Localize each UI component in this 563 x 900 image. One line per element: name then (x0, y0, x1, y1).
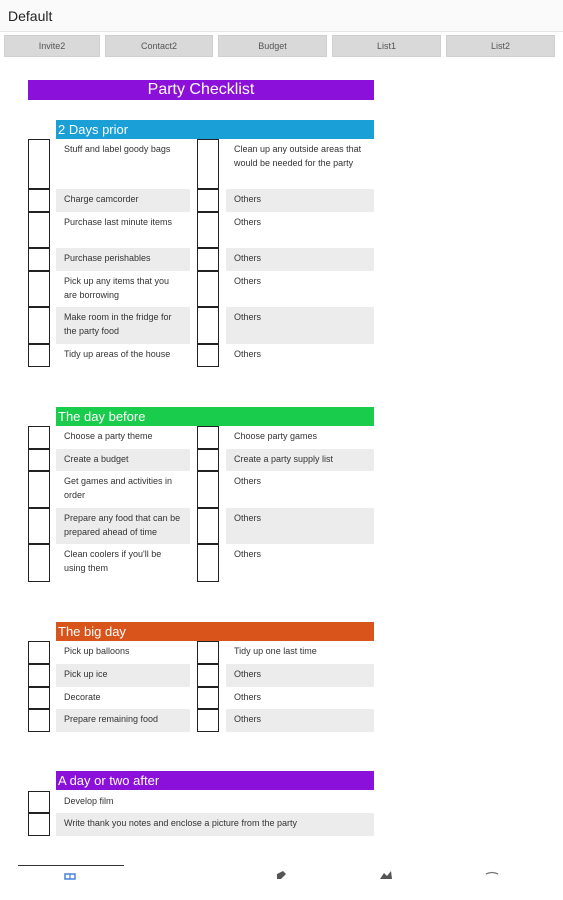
checkbox[interactable] (197, 139, 219, 189)
checkbox[interactable] (197, 248, 219, 271)
grid-icon[interactable] (62, 868, 78, 880)
checklist-item: Others (234, 217, 262, 227)
checklist-item: Others (234, 276, 262, 286)
bottom-toolbar (0, 862, 563, 900)
checkbox[interactable] (197, 544, 219, 582)
checkbox[interactable] (197, 271, 219, 307)
checklist-item: Choose a party theme (64, 431, 153, 441)
undo-icon[interactable] (484, 868, 500, 880)
checklist-item: Pick up balloons (64, 646, 130, 656)
page-title: Party Checklist (28, 80, 374, 100)
tab-budget[interactable]: Budget (218, 35, 327, 57)
checklist-item: Develop film (64, 796, 114, 806)
checklist-item: Others (226, 248, 374, 271)
checkbox[interactable] (28, 813, 50, 836)
section-header-big-day: The big day (56, 622, 374, 641)
checkbox[interactable] (197, 641, 219, 664)
checkbox[interactable] (28, 426, 50, 449)
checkbox[interactable] (28, 508, 50, 544)
checklist-item: Others (226, 189, 374, 212)
checklist-item: Charge camcorder (56, 189, 190, 212)
section-header-2-days-prior: 2 Days prior (56, 120, 374, 139)
checkbox[interactable] (197, 344, 219, 367)
checklist-item: Others (234, 476, 262, 486)
active-tab-indicator (18, 865, 124, 866)
checkbox[interactable] (197, 664, 219, 687)
checklist-item: Clean coolers if you'll be using them (64, 549, 162, 573)
checklist-item: Make room in the fridge for the party food (56, 307, 190, 344)
checklist-item: Get games and activities in order (64, 476, 173, 500)
checkbox[interactable] (28, 189, 50, 212)
checkbox[interactable] (197, 307, 219, 344)
checklist-item: Prepare remaining food (56, 709, 190, 732)
checklist-item: Others (234, 549, 262, 559)
checklist-item: Tidy up one last time (234, 646, 317, 656)
checkbox[interactable] (197, 189, 219, 212)
checkbox[interactable] (28, 471, 50, 508)
checklist-item: Others (226, 307, 374, 344)
checklist-item: Tidy up areas of the house (64, 349, 171, 359)
checklist-item: Others (234, 349, 262, 359)
checklist-item: Purchase last minute items (64, 217, 173, 227)
checkbox[interactable] (197, 508, 219, 544)
chart-icon[interactable] (378, 868, 394, 880)
tab-contact2[interactable]: Contact2 (105, 35, 213, 57)
checkbox[interactable] (197, 687, 219, 709)
checkbox[interactable] (28, 791, 50, 813)
checklist-item: Others (234, 692, 262, 702)
window-title: Default (8, 8, 53, 24)
title-bar (0, 0, 563, 32)
checkbox[interactable] (28, 139, 50, 189)
checkbox[interactable] (28, 544, 50, 582)
checkbox[interactable] (28, 664, 50, 687)
checkbox[interactable] (197, 449, 219, 471)
checklist-item: Others (226, 508, 374, 544)
spreadsheet-document (0, 62, 563, 862)
checklist-item: Clean up any outside areas that would be needed for the party (234, 144, 362, 168)
checkbox[interactable] (28, 709, 50, 732)
checkbox[interactable] (28, 449, 50, 471)
checkbox[interactable] (28, 641, 50, 664)
tab-list1[interactable]: List1 (332, 35, 441, 57)
checklist-item: Others (226, 709, 374, 732)
checkbox[interactable] (197, 471, 219, 508)
section-header-day-or-two-after: A day or two after (56, 771, 374, 790)
section-header-day-before: The day before (56, 407, 374, 426)
checklist-item: Pick up ice (56, 664, 190, 687)
tab-list2[interactable]: List2 (446, 35, 555, 57)
sheet-tab-bar (0, 32, 563, 60)
checklist-item: Stuff and label goody bags (64, 144, 171, 154)
checklist-item: Others (226, 664, 374, 687)
checklist-item: Decorate (64, 692, 101, 702)
checkbox[interactable] (28, 212, 50, 248)
checklist-item: Write thank you notes and enclose a picture from the party (56, 813, 374, 836)
checkbox[interactable] (28, 687, 50, 709)
tab-invite2[interactable]: Invite2 (4, 35, 100, 57)
checkbox[interactable] (28, 248, 50, 271)
checklist-item: Prepare any food that can be prepared ahead of time (56, 508, 190, 544)
checklist-item: Choose party games (234, 431, 318, 441)
checklist-item: Create a party supply list (226, 449, 374, 471)
checkbox[interactable] (28, 307, 50, 344)
checkbox[interactable] (28, 344, 50, 367)
checklist-item: Purchase perishables (56, 248, 190, 271)
checkbox[interactable] (197, 212, 219, 248)
checkbox[interactable] (28, 271, 50, 307)
checklist-item: Create a budget (56, 449, 190, 471)
checkbox[interactable] (197, 709, 219, 732)
checklist-item: Pick up any items that you are borrowing (64, 276, 170, 300)
checkbox[interactable] (197, 426, 219, 449)
brush-icon[interactable] (274, 868, 290, 880)
